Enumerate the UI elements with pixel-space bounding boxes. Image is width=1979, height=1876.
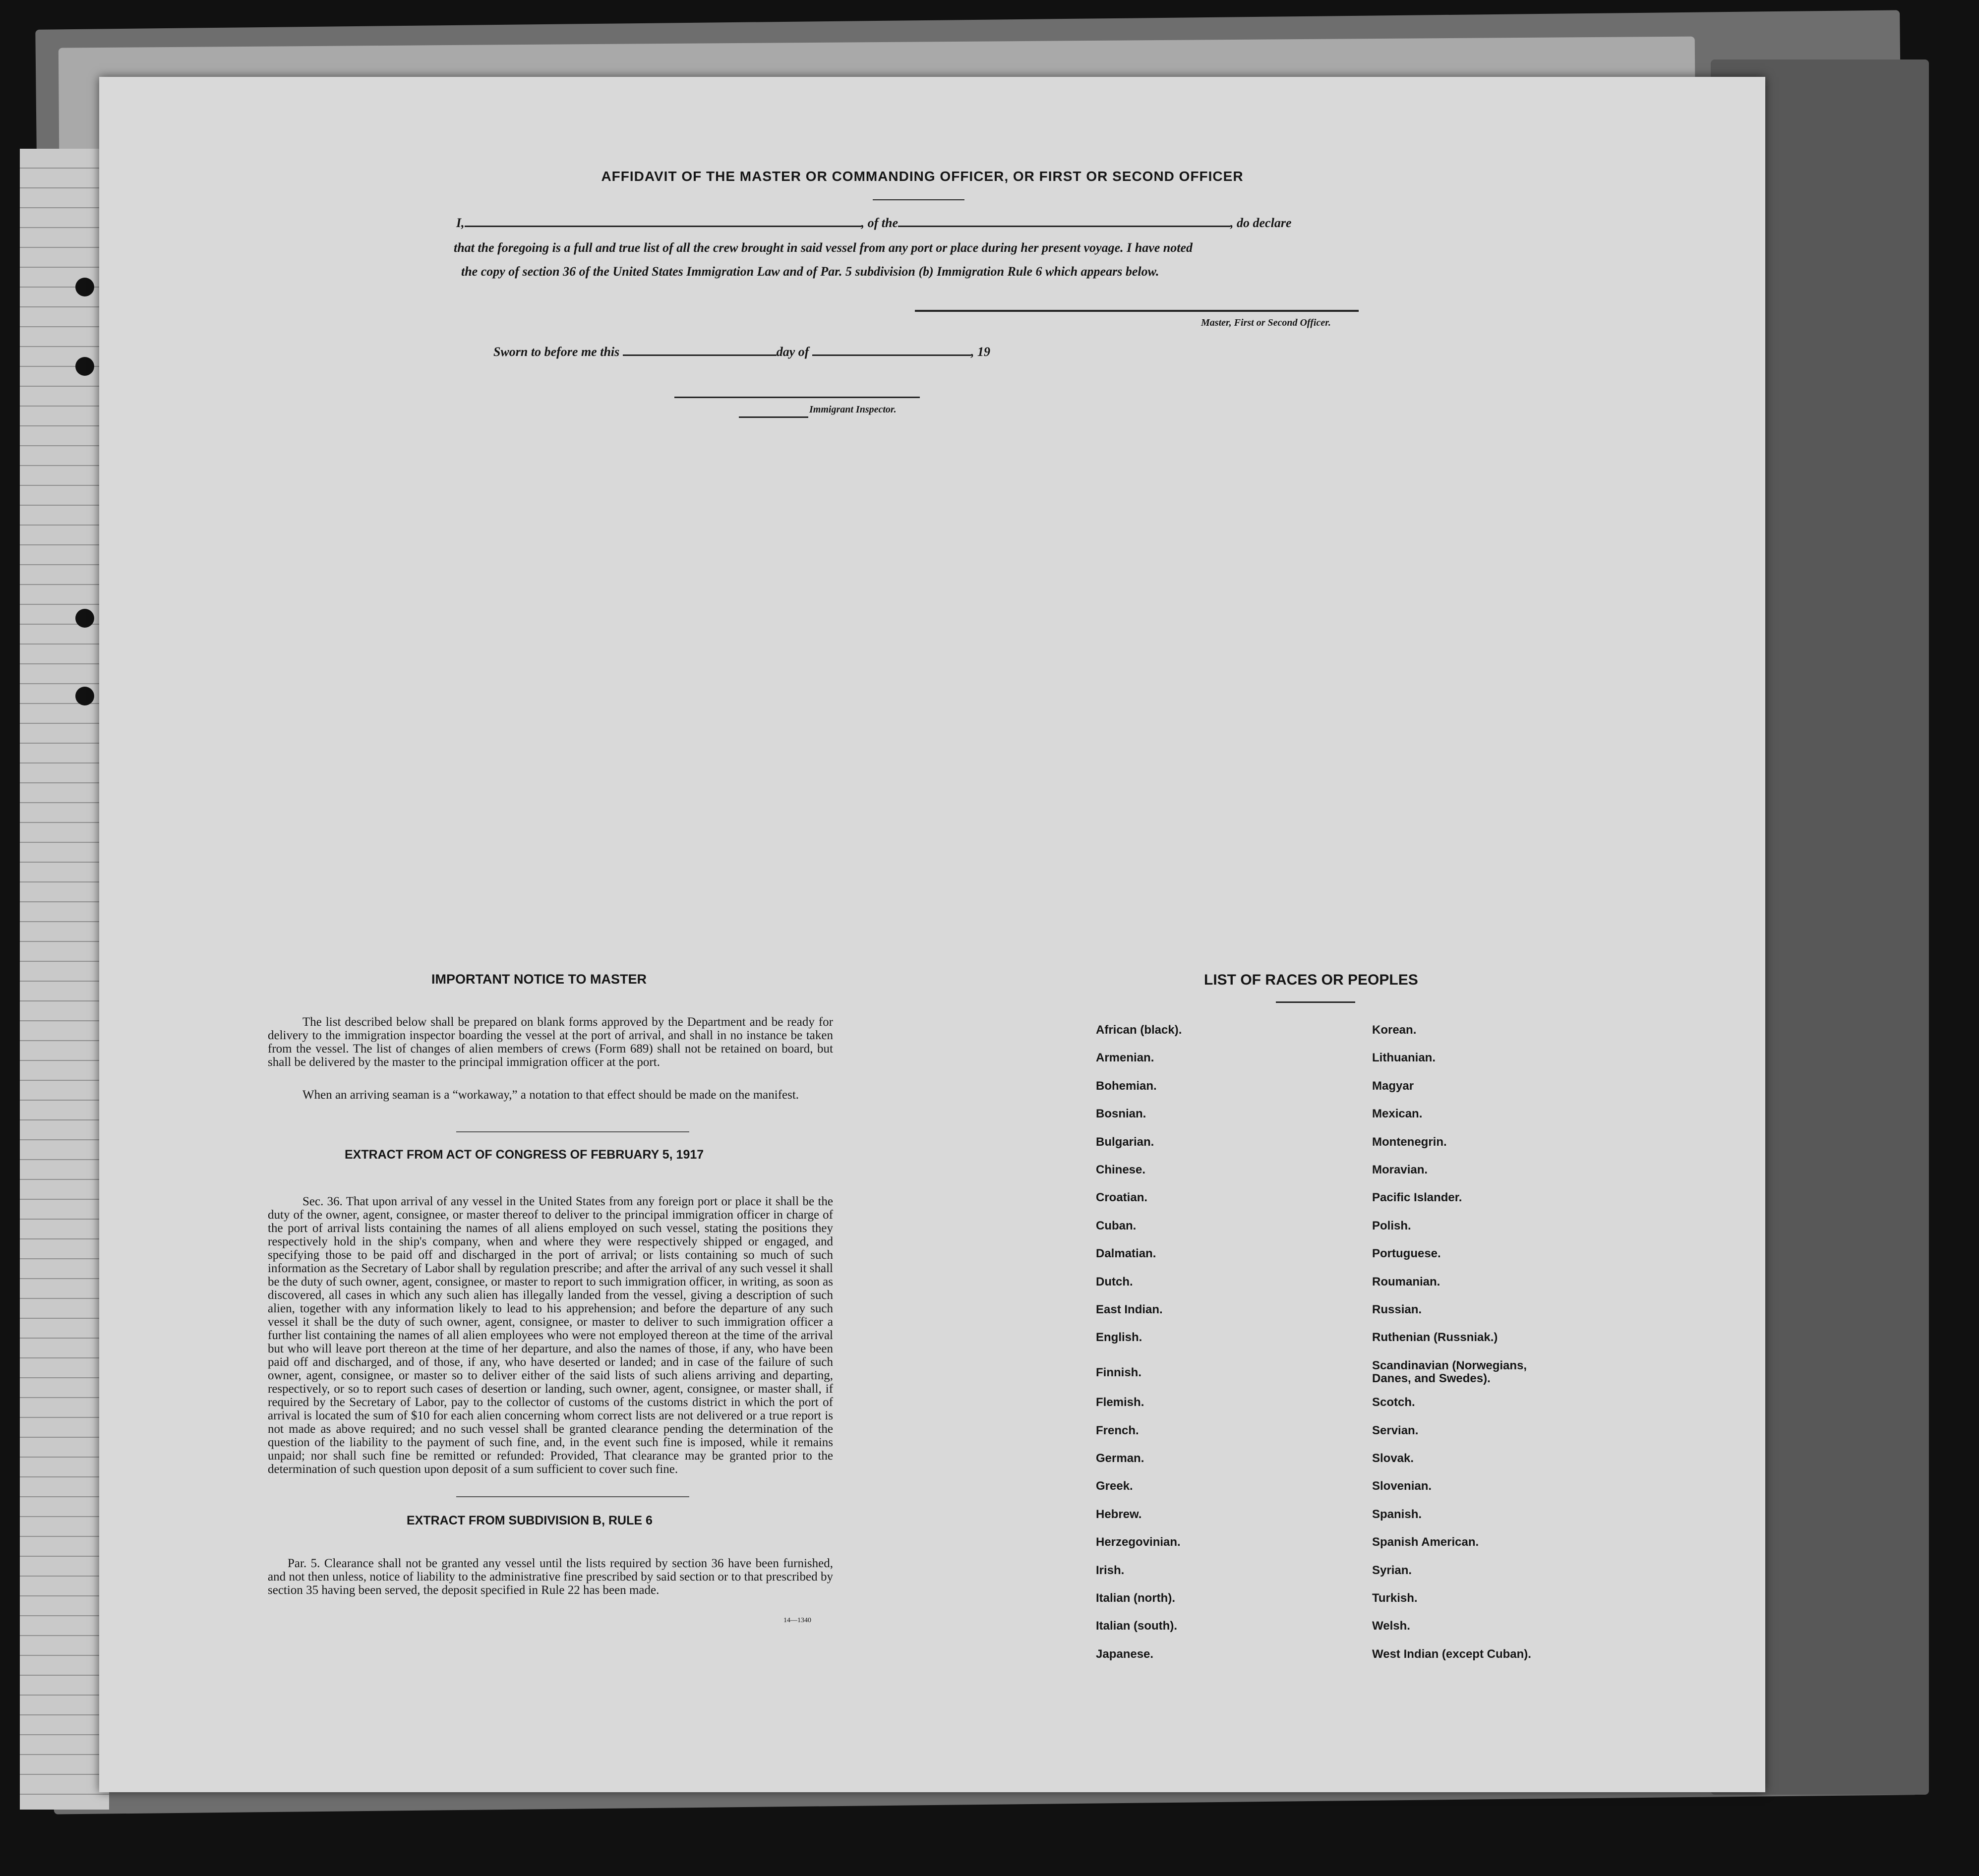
race-item: Bohemian. [1096, 1079, 1157, 1093]
race-item: German. [1096, 1452, 1144, 1465]
declaration-prefix: I, [456, 216, 465, 230]
race-item: Irish. [1096, 1563, 1125, 1577]
race-item: Russian. [1372, 1303, 1422, 1316]
race-item: Pacific Islander. [1372, 1191, 1462, 1205]
sworn-prefix: Sworn to before me this [493, 345, 620, 359]
sworn-month-blank[interactable] [812, 345, 971, 356]
binder-hole [75, 609, 94, 628]
act-extract-title: EXTRACT FROM ACT OF CONGRESS OF FEBRUARY 5, 1917 [345, 1148, 704, 1162]
notice-title: IMPORTANT NOTICE TO MASTER [431, 972, 647, 987]
race-item: Turkish. [1372, 1591, 1418, 1605]
race-item: Montenegrin. [1372, 1135, 1447, 1149]
race-item: Korean. [1372, 1023, 1417, 1037]
race-item: Slovenian. [1372, 1479, 1432, 1493]
race-item: Greek. [1096, 1479, 1133, 1493]
race-item: Portuguese. [1372, 1247, 1441, 1261]
ledger-sheet [20, 149, 109, 1810]
paragraph-5-text: Par. 5. Clearance shall not be granted any vessel until the lists required by section 36 have been furnished, and not then unless, notice of liability to the administrative fine prescribed by said section or to that prescribed by section 35 having been served, the deposit specified in Rule 22 has been made. [268, 1557, 833, 1597]
name-blank[interactable] [465, 216, 861, 227]
race-item: Moravian. [1372, 1163, 1428, 1176]
section-divider [456, 1131, 689, 1132]
binder-hole [75, 357, 94, 376]
race-item: Herzegovinian. [1096, 1535, 1181, 1549]
race-item: Italian (south). [1096, 1619, 1177, 1633]
binder-hole [75, 687, 94, 705]
race-item: Polish. [1372, 1219, 1411, 1232]
race-item: East Indian. [1096, 1303, 1163, 1316]
declaration-line-1 [456, 216, 1498, 231]
declaration-line-3: the copy of section 36 of the United States Immigration Law and of Par. 5 subdivision (b) Immigration Rule 6 which appears below. [461, 264, 1159, 279]
title-underline [873, 199, 964, 200]
race-item: Hebrew. [1096, 1507, 1142, 1521]
sworn-year: , 19 [970, 345, 990, 359]
sworn-statement [493, 345, 1188, 359]
inspector-dash [739, 416, 808, 418]
race-item: African (black). [1096, 1023, 1182, 1037]
race-item: Welsh. [1372, 1619, 1410, 1633]
race-item: Slovak. [1372, 1452, 1414, 1465]
section-36-text: Sec. 36. That upon arrival of any vessel in the United States from any foreign port or place it shall be the duty of the owner, agent, consignee, or master thereof to deliver to the principal immigration officer in charge of the port of arrival lists containing the names of all aliens employed on such vessel, stating the positions they respectively hold in the ship's company, when and where they were respectively shipped or engaged, and specifying those to be paid off and discharged in the port of arrival; or lists containing so much of such information as the Secretary of Labor shall by regulation prescribe; and after the arrival of any such vessel it shall be the duty of such owner, agent, consignee, or master to report to such immigration officer, in writing, as soon as discovered, all cases in which any such alien has illegally landed from the vessel, giving a description of such alien, together with any information likely to lead to his apprehension; and before the departure of any such vessel it shall be the duty of such owner, agent, consignee, or master to deliver to such immigration officer a further list containing the names of all alien employees who were not employed thereon at the time of the arrival but who will leave port thereon at the time of her departure, and also the names of those, if any, who have been paid off and discharged, and of those, if any, who have deserted or landed; and in case of the failure of such owner, agent, consignee, or master so to deliver either of the said lists of such aliens arriving and departing, respectively, or so to report such cases of desertion or landing, such owner, agent, consignee, or master shall, if required by the Secretary of Labor, pay to the collector of customs of the customs district in which the port of arrival is located the sum of $10 for each alien concerning whom correct lists are not delivered or a true report is not made as above required; and no such vessel shall be granted clearance pending the determination of the question of the liability to the payment of such fine, and, in the event such fine is imposed, while it remains unpaid; nor shall such fine be remitted or refunded: Provided, That clearance may be granted prior to the determination of such question upon deposit of a sum sufficient to cover such fine. [268, 1195, 833, 1476]
sworn-mid: day of [776, 345, 809, 359]
form-number: 14—1340 [783, 1617, 811, 1624]
race-item: Italian (north). [1096, 1591, 1175, 1605]
race-item: Bulgarian. [1096, 1135, 1154, 1149]
notice-paragraph-2: When an arriving seaman is a “workaway,” a notation to that effect should be made on the manifest. [302, 1088, 799, 1102]
race-item: Armenian. [1096, 1051, 1154, 1065]
race-item: Croatian. [1096, 1191, 1148, 1205]
form-page [99, 77, 1765, 1792]
race-item: Cuban. [1096, 1219, 1137, 1232]
race-item: Chinese. [1096, 1163, 1146, 1176]
races-title: LIST OF RACES OR PEOPLES [1204, 972, 1418, 988]
race-item: Scotch. [1372, 1396, 1415, 1409]
inspector-label: Immigrant Inspector. [809, 404, 897, 415]
race-item: Lithuanian. [1372, 1051, 1436, 1065]
race-item: Dalmatian. [1096, 1247, 1156, 1261]
race-item: Flemish. [1096, 1396, 1144, 1409]
race-item: Dutch. [1096, 1275, 1133, 1289]
race-item: Mexican. [1372, 1107, 1423, 1121]
binder-hole [75, 278, 94, 296]
race-item: Finnish. [1096, 1365, 1141, 1379]
race-item: Spanish. [1372, 1507, 1422, 1521]
inspector-signature-line[interactable] [674, 397, 920, 398]
sworn-day-blank[interactable] [623, 345, 777, 356]
race-item: Scandinavian (Norwegians, Danes, and Swedes). [1372, 1358, 1527, 1385]
race-item: West Indian (except Cuban). [1372, 1647, 1531, 1661]
declaration-line-2: that the foregoing is a full and true list of all the crew brought in said vessel from any port or place during her present voyage. I have noted [454, 240, 1193, 255]
races-column-2 [1372, 1024, 1670, 1748]
rule-extract-title: EXTRACT FROM SUBDIVISION B, RULE 6 [407, 1514, 653, 1527]
race-item: Syrian. [1372, 1563, 1412, 1577]
race-item: Bosnian. [1096, 1107, 1146, 1121]
declaration-mid: , of the [861, 216, 899, 230]
races-title-underline [1276, 1001, 1355, 1003]
race-item: Magyar [1372, 1079, 1414, 1093]
notice-paragraph-1: The list described below shall be prepared on blank forms approved by the Department and be ready for delivery to the immigration inspector boarding the vessel at the port of arrival, and shall in no instance be taken from the vessel. The list of changes of alien members of crews (Form 689) shall not be retained on board, but shall be delivered by the master to the principal immigration officer at the port. [268, 1015, 833, 1069]
race-item: Servian. [1372, 1423, 1419, 1437]
section-divider [456, 1496, 689, 1497]
race-item: Spanish American. [1372, 1535, 1479, 1549]
race-item: Ruthenian (Russniak.) [1372, 1331, 1498, 1345]
races-column-1 [1096, 1024, 1344, 1748]
race-item: Japanese. [1096, 1647, 1154, 1661]
vessel-blank[interactable] [898, 216, 1230, 227]
race-item: French. [1096, 1423, 1139, 1437]
signature-label: Master, First or Second Officer. [1201, 317, 1331, 328]
declaration-suffix: , do declare [1230, 216, 1292, 230]
affidavit-title: AFFIDAVIT OF THE MASTER OR COMMANDING OFFICER, OR FIRST OR SECOND OFFICER [601, 169, 1244, 184]
race-item: English. [1096, 1331, 1142, 1345]
signature-line[interactable] [915, 310, 1359, 312]
race-item: Roumanian. [1372, 1275, 1440, 1289]
